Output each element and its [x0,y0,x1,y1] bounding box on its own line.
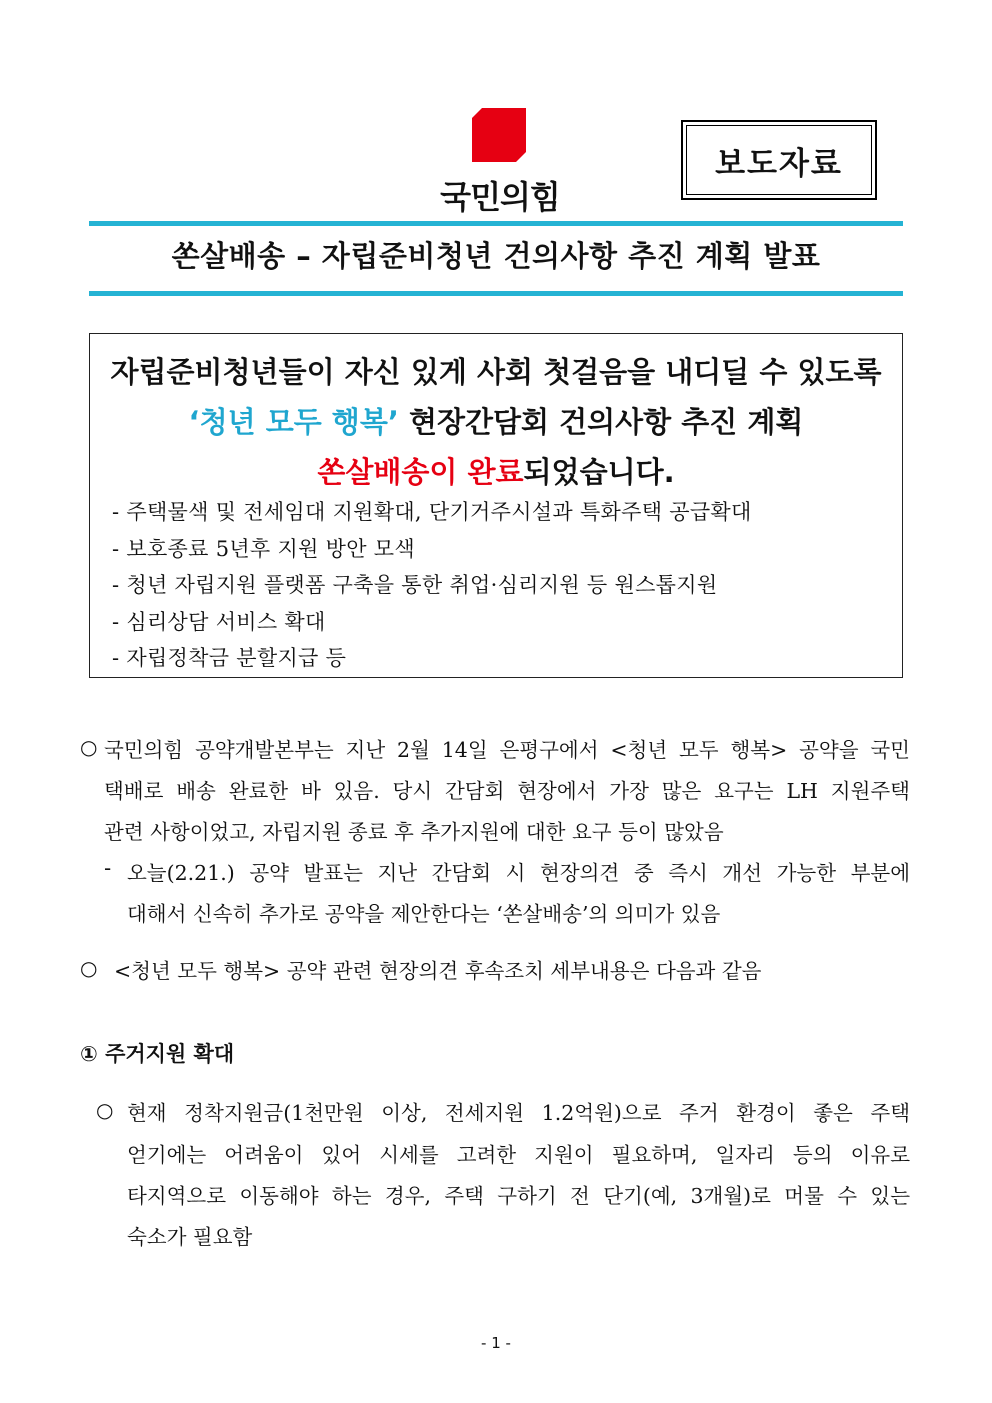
title-top-rule [89,221,903,226]
page-title: 쏜살배송 – 자립준비청년 건의사항 추진 계획 발표 [171,239,821,273]
summary-bullet: - 청년 자립지원 플랫폼 구축을 통한 취업·심리지원 등 원스톱지원 [112,573,718,597]
summary-line-2 [90,400,902,441]
paragraph-marker: ○ [80,956,98,980]
summary-line-3-rest: 되었습니다. [523,455,675,489]
party-logo-text: 국민의힘 [440,178,560,216]
paragraph-line: 숙소가 필요함 [127,1225,253,1249]
paragraph-marker: ○ [80,735,98,759]
page-number: - 1 - [481,1334,511,1352]
sub-item-line: 오늘(2.21.) 공약 발표는 지난 간담회 시 현장의견 중 즉시 개선 가능한 부분에 [127,861,910,885]
summary-line-1: 자립준비청년들이 자신 있게 사회 첫걸음을 내디딜 수 있도록 [110,355,882,389]
paragraph-line: 현재 정착지원금(1천만원 이상, 전세지원 1.2억원)으로 주거 환경이 좋은 주택 [127,1101,910,1125]
summary-highlight-red: 쏜살배송이 완료 [317,455,524,489]
paragraph-line: 얻기에는 어려움이 있어 시세를 고려한 지원이 필요하며, 일자리 등의 이유로 [127,1143,910,1167]
sub-item-line: 대해서 신속히 추가로 공약을 제안한다는 ‘쏜살배송’의 의미가 있음 [127,902,721,926]
section-heading: ① 주거지원 확대 [80,1042,235,1066]
paragraph-line: <청년 모두 행복> 공약 관련 현장의견 후속조치 세부내용은 다음과 같음 [114,959,762,983]
paragraph-line: 국민의힘 공약개발본부는 지난 2월 14일 은평구에서 <청년 모두 행복> 공약을 국민 [104,738,910,762]
sub-item-marker: - [104,856,112,880]
summary-bullet: - 심리상담 서비스 확대 [112,610,326,634]
summary-bullet: - 보호종료 5년후 지원 방안 모색 [112,537,415,561]
paragraph-line: 타지역으로 이동해야 하는 경우, 주택 구하기 전 단기(예, 3개월)로 머물 수 있는 [127,1184,910,1208]
summary-bullet: - 자립정착금 분할지급 등 [112,646,347,670]
summary-line-2-rest: 현장간담회 건의사항 추진 계획 [398,405,804,439]
press-release-label: 보도자료 [715,145,843,182]
paragraph-marker: ○ [96,1098,114,1122]
summary-highlight-cyan: ‘청년 모두 행복’ [188,405,399,439]
paragraph-line: 택배로 배송 완료한 바 있음. 당시 간담회 현장에서 가장 많은 요구는 LH 지원주택 [104,779,910,803]
party-logo-icon [472,108,526,162]
summary-line-3 [90,450,902,491]
summary-box [89,333,903,678]
title-bottom-rule [89,291,903,296]
paragraph-line: 관련 사항이었고, 자립지원 종료 후 추가지원에 대한 요구 등이 많았음 [104,820,724,844]
press-release-label-box [681,120,877,200]
summary-bullet: - 주택물색 및 전세임대 지원확대, 단기거주시설과 특화주택 공급확대 [112,500,752,524]
